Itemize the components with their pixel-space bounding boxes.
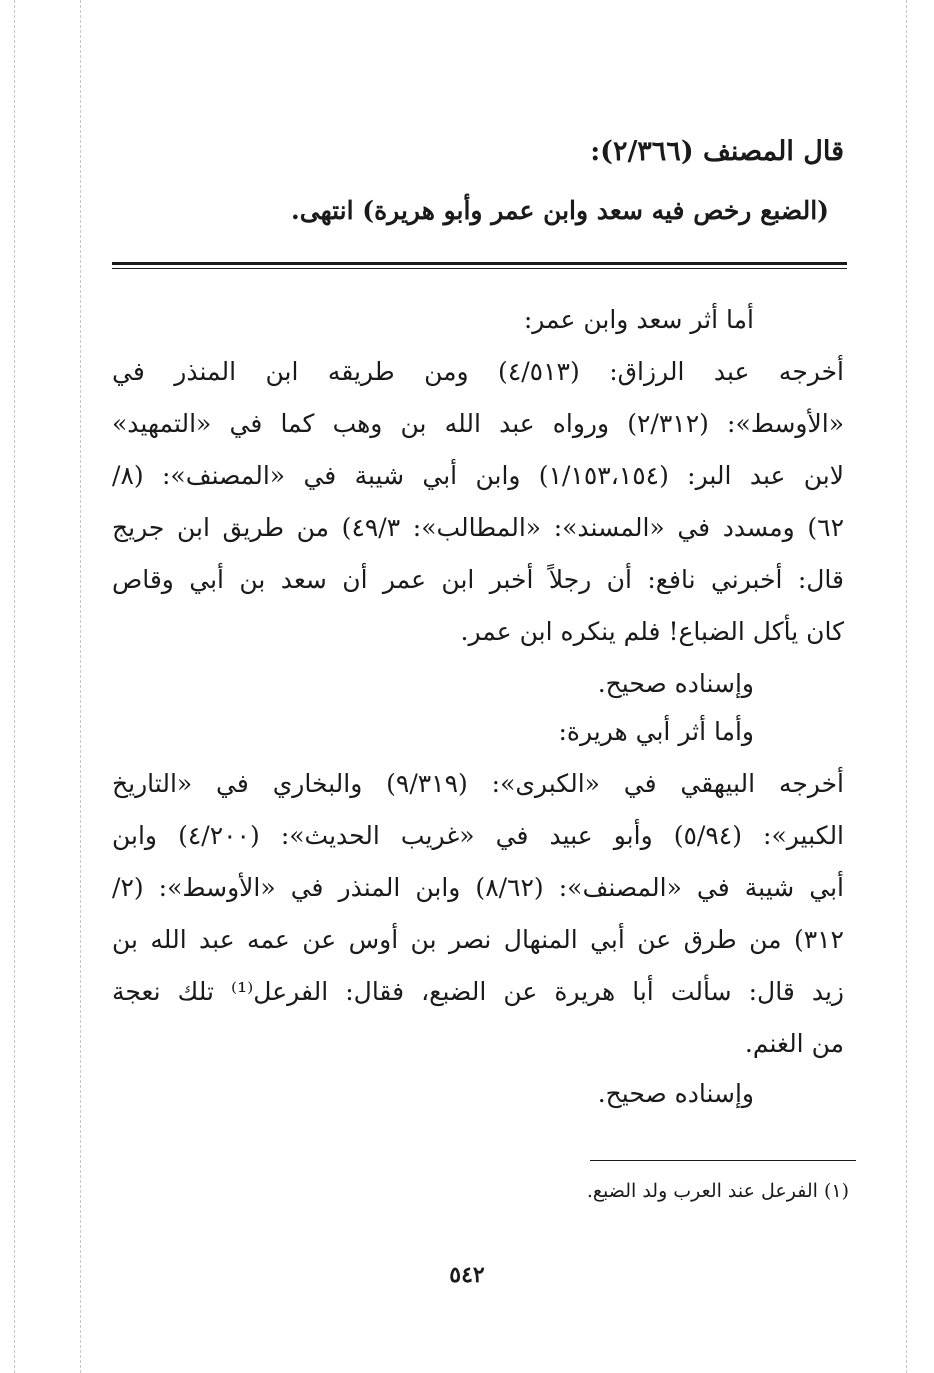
paragraph-heading: أما أثر سعد وابن عمر: xyxy=(523,305,754,334)
scan-margin-line xyxy=(14,0,15,1373)
body-line: قال: أخبرني نافع: أن رجلاً أخبر ابن عمر أن سعد بن أبي وقاص xyxy=(112,565,844,594)
footnote-rule xyxy=(590,1160,856,1161)
body-line: ٦٢) ومسدد في «المسند»: «المطالب»: ٤٩/٣) من طريق ابن جريج xyxy=(112,513,844,542)
body-line: لابن عبد البر: (١/١٥٣،١٥٤) وابن أبي شيبة في «المصنف»: (٨/ xyxy=(112,461,845,490)
body-line: من الغنم. xyxy=(744,1029,844,1058)
section-heading: قال المصنف (٢/٣٦٦): xyxy=(590,136,844,167)
page-number: ٥٤٢ xyxy=(449,1262,485,1288)
scan-margin-line xyxy=(906,0,907,1373)
body-line: كان يأكل الضباع! فلم ينكره ابن عمر. xyxy=(460,617,844,646)
body-line: أخرجه البيهقي في «الكبرى»: (٩/٣١٩) والبخاري في «التاريخ xyxy=(112,769,845,798)
body-line: ٣١٢) من طرق عن أبي المنهال نصر بن أوس عن عمه عبد الله بن xyxy=(112,925,844,954)
body-line: أبي شيبة في «المصنف»: (٨/٦٢) وابن المنذر في «الأوسط»: (٢/ xyxy=(112,873,845,902)
footnote: (١) الفرعل عند العرب ولد الضبع. xyxy=(586,1180,849,1202)
isnad-verdict: وإسناده صحيح. xyxy=(597,669,754,698)
quoted-statement: (الضبع رخص فيه سعد وابن عمر وأبو هريرة) انتهى. xyxy=(291,196,829,225)
isnad-verdict: وإسناده صحيح. xyxy=(597,1079,754,1108)
body-line: «الأوسط»: (٢/٣١٢) ورواه عبد الله بن وهب كما في «التمهيد» xyxy=(112,409,845,438)
separator-rule xyxy=(112,268,847,269)
body-line: أخرجه عبد الرزاق: (٤/٥١٣) ومن طريقه ابن المنذر في xyxy=(112,357,844,386)
separator-rule xyxy=(112,262,847,265)
body-line: زيد قال: سألت أبا هريرة عن الضبع، فقال: الفرعل⁽¹⁾ تلك نعجة xyxy=(112,977,844,1006)
scan-margin-line xyxy=(80,0,81,1373)
body-line: الكبير»: (٥/٩٤) وأبو عبيد في «غريب الحديث»: (٤/٢٠٠) وابن xyxy=(112,821,845,850)
paragraph-heading: وأما أثر أبي هريرة: xyxy=(558,717,754,746)
